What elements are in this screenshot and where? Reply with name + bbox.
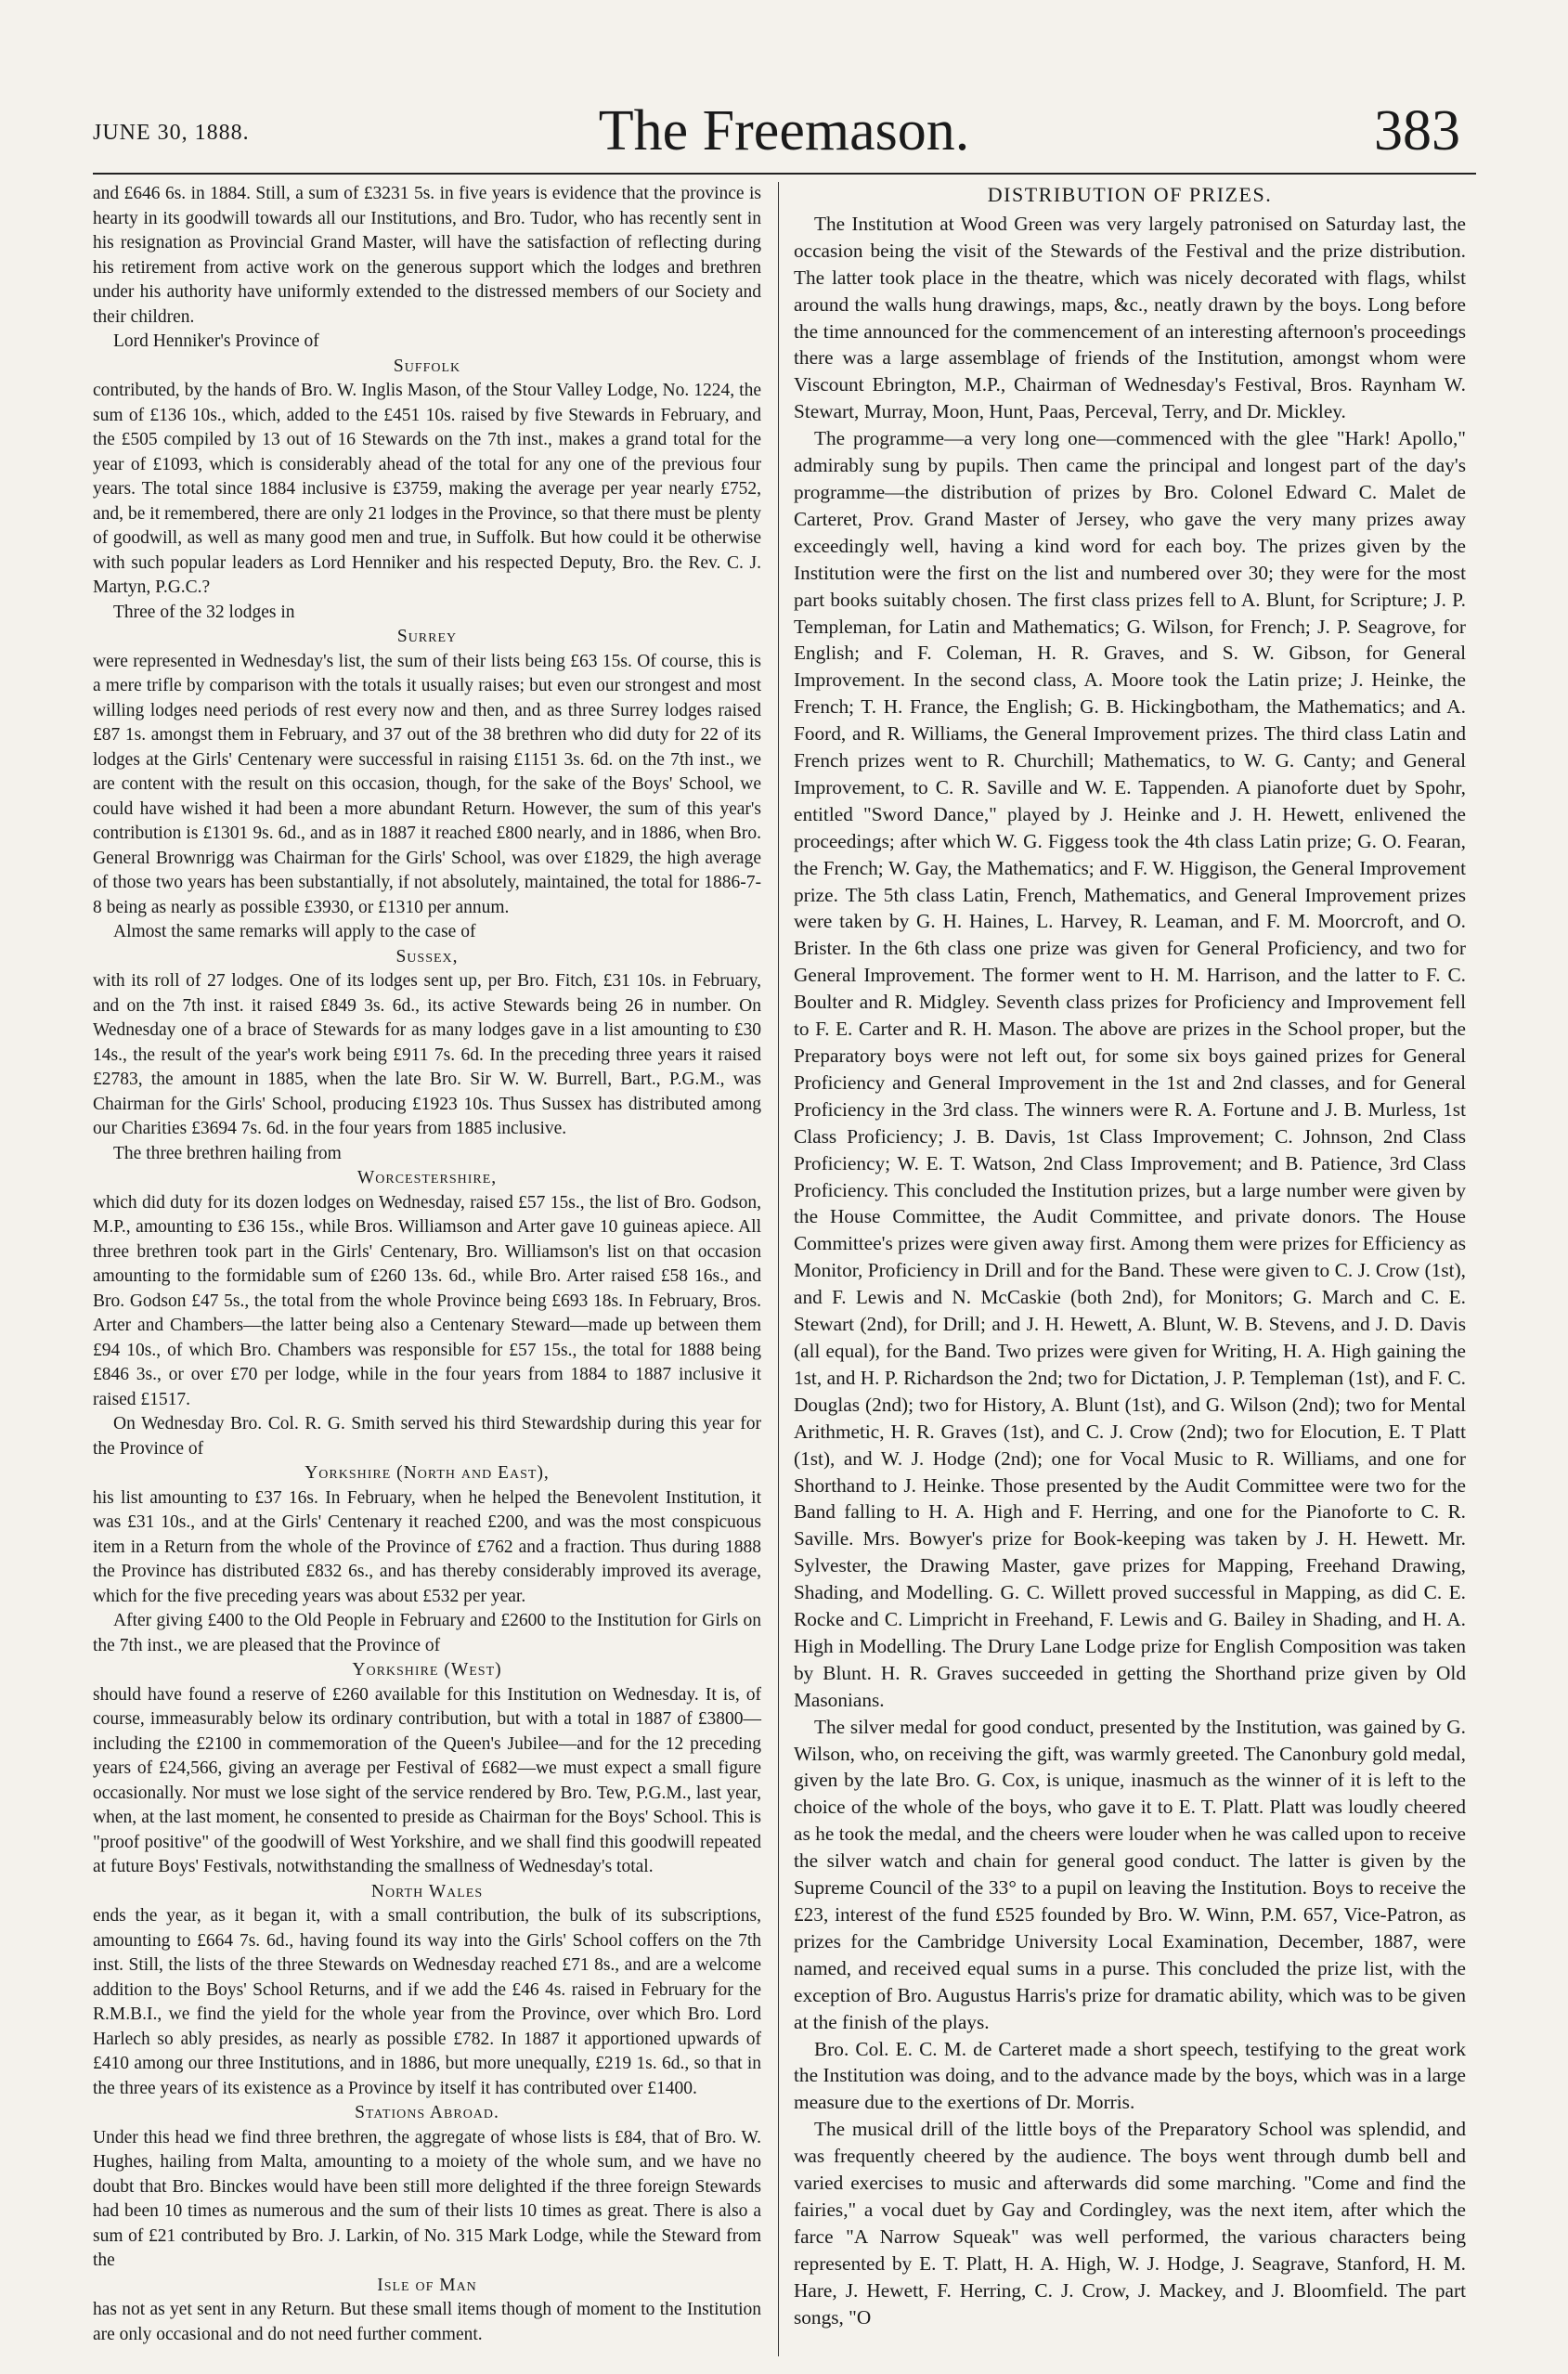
paragraph: On Wednesday Bro. Col. R. G. Smith served his third Stewardship during this year for the Province of (93, 1414, 761, 1459)
section-heading-worcestershire: Worcestershire, (356, 1168, 498, 1187)
paragraph: Bro. Col. E. C. M. de Carteret made a short speech, testifying to the great work the Institution was doing, and to the advance made by the boys, which was in a large measure due to the exertions of Dr. Morris. (794, 2037, 1466, 2114)
paragraph: should have found a reserve of £260 available for this Institution on Wednesday. It is, of course, immeasurably below its ordinary contribution, but with a total in 1887 of £3800—including the £2100 in commemoration of the Queen's Jubilee—and for the 12 preceding years of £24,566, giving an average per Festival of £682—we must expect a small figure occasionally. Nor must we lose sight of the service rendered by Bro. Tew, P.G.M., last year, when, at the last moment, he consented to preside as Chairman for the Boys' School. This is "proof positive" of the goodwill of West Yorkshire, and we shall find this goodwill repeated at future Boys' Festivals, notwithstanding the smallness of Wednesday's total. (93, 1684, 761, 1876)
masthead-title: The Freemason. (598, 99, 970, 162)
paragraph: were represented in Wednesday's list, the sum of their lists being £63 15s. Of course, this is a mere trifle by comparison with the totals it usually raises; but even our strongest and most willing lodges need periods of rest every now and then, and as three Surrey lodges raised £87 1s. amongst them in February, and 37 out of the 38 brethren who did duty for 22 of its lodges at the Girls' Centenary were successful in raising £1151 3s. 6d. on the 7th inst., we are content with the result on this occasion, though, for the sake of the Boys' School, we could have wished it had been a more abundant Return. However, the sum of this year's contribution is £1301 9s. 6d., and as in 1887 it reached £800 nearly, and in 1886, when Bro. General Brownrigg was Chairman for the Girls' School, was over £1829, the high average of those two years has been substantially, if not absolutely, maintained, the total for 1886-7-8 being as nearly as possible £3930, or £1310 per annum. (93, 651, 761, 917)
issue-date: JUNE 30, 1888. (93, 121, 250, 145)
paragraph: with its roll of 27 lodges. One of its lodges sent up, per Bro. Fitch, £31 10s. in February, and on the 7th inst. it raised £849 3s. 6d., its active Stewards being 26 in number. On Wednesday one of a brace of Stewards for as many lodges gave in a list amounting to £30 14s., the result of the year's work being £911 7s. 6d. In the preceding three years it raised £2783, the amount in 1885, when the late Bro. Sir W. W. Burrell, Bart., P.G.M., was Chairman for the Girls' School, producing £1923 10s. Thus Sussex has distributed among our Charities £3694 7s. 6d. in the four years from 1885 inclusive. (93, 971, 761, 1138)
paragraph: Under this head we find three brethren, the aggregate of whose lists is £84, that of Bro. W. Hughes, hailing from Malta, amounting to a moiety of the whole sum, and we have no doubt that Bro. Binckes would have been still more delighted if the three foreign Stewards had been 10 times as numerous and the sum of their lists 10 times as great. There is also a sum of £21 contributed by Bro. J. Larkin, of No. 315 Mark Lodge, while the Steward from the (93, 2127, 761, 2270)
paragraph: which did duty for its dozen lodges on Wednesday, raised £57 15s., the list of Bro. Godson, M.P., amounting to £36 15s., while Bros. Williamson and Arter gave 10 guineas apiece. All three brethren took part in the Girls' Centenary, Bro. Williamson's list on that occasion amounting to the formidable sum of £260 13s. 6d., while Bro. Arter raised £58 16s., and Bro. Godson £47 5s., the total from the whole Province being £693 18s. In February, Bros. Arter and Chambers—the latter being also a Centenary Steward—made up between them £94 10s., of which Bro. Chambers was responsible for £57 15s., the total for 1888 being £846 3s., or over £70 per lodge, while in the four years from 1884 to 1887 inclusive it raised £1517. (93, 1192, 761, 1409)
section-heading-stations-abroad: Stations Abroad. (355, 2103, 499, 2122)
column-divider (778, 182, 779, 2356)
section-heading-north-wales: North Wales (370, 1881, 484, 1901)
header-rule (93, 173, 1476, 175)
section-heading-sussex: Sussex, (395, 946, 459, 966)
paragraph: Three of the 32 lodges in (113, 602, 295, 622)
paragraph: The musical drill of the little boys of the Preparatory School was splendid, and was frequently cheered by the audience. The boys went through dumb bell and varied exercises to music and afterwards did some marching. "Come and find the fairies," a vocal duet by Gay and Cordingley, was the next item, after which the farce "A Narrow Squeak" was well performed, the various characters being represented by E. T. Platt, H. A. High, W. J. Hodge, J. Seagrave, Stanford, H. M. Hare, J. Hewett, F. Herring, C. J. Crow, J. Mackey, and J. Bloomfield. The part songs, "O (794, 2118, 1466, 2329)
section-heading-surrey: Surrey (396, 627, 458, 646)
page-number: 383 (1374, 99, 1460, 162)
paragraph: The Institution at Wood Green was very largely patronised on Saturday last, the occasion being the visit of the Stewards of the Festival and the prize distribution. The latter took place in the theatre, which was nicely decorated with flags, whilst around the walls hung drawings, maps, &c., neatly drawn by the boys. Long before the time announced for the commencement of an interesting afternoon's proceedings there was a large assemblage of friends of the Institution, amongst whom were Viscount Ebrington, M.P., Chairman of Wednesday's Festival, Bros. Raynham W. Stewart, Murray, Moon, Hunt, Paas, Perceval, Terry, and Dr. Mickley. (794, 212, 1466, 423)
paragraph: The three brethren hailing from (113, 1143, 342, 1163)
paragraph: contributed, by the hands of Bro. W. Inglis Mason, of the Stour Valley Lodge, No. 1224, the sum of £136 10s., which, added to the £451 10s. raised by five Stewards in February, and the £505 compiled by 13 out of 16 Stewards on the 7th inst., makes a grand total for the year of £1093, which is considerably ahead of the total for any one of the previous four years. The total since 1884 inclusive is £3759, making the average per year nearly £752, and, be it remembered, there are only 21 lodges in the Province, so that there must be plenty of goodwill, as well as many good men and true, in Suffolk. But how could it be otherwise with such popular leaders as Lord Henniker and his respected Deputy, Bro. the Rev. C. J. Martyn, P.G.C.? (93, 381, 761, 597)
paragraph: Almost the same remarks will apply to the case of (113, 922, 476, 941)
paragraph: The programme—a very long one—commenced with the glee "Hark! Apollo," admirably sung by pupils. Then came the principal and longest part of the day's programme—the distribution of prizes by Bro. Colonel Edward C. Malet de Carteret, Prov. Grand Master of Jersey, who gave the very many prizes away exceedingly well, having a kind word for each boy. The prizes given by the Institution were the first on the list and numbered over 30; they were for the most part books suitably chosen. The first class prizes fell to A. Blunt, for Scripture; J. P. Templeman, for Latin and Mathematics; G. Wilson, for French; J. P. Seagrove, for English; and F. Coleman, H. R. Graves, and S. W. Gibson, for General Improvement. In the second class, A. Moore took the Latin prize; J. Heinke, the French; T. H. France, the English; G. B. Hickingbotham, the Mathematics; and A. Foord, and R. Williams, the General Improvement prizes. The third class Latin and French prizes went to R. Churchill; Mathematics, to W. G. Canty; and General Improvement, to C. R. Saville and W. E. Tappenden. A pianoforte duet by Spohr, entitled "Sword Dance," played by J. Heinke and J. H. Hewett, enlivened the proceedings; after which W. G. Figgess took the 4th class Latin prize; G. O. Fearan, the French; W. Gay, the Mathematics; and F. W. Higgison, the General Improvement prize. The 5th class Latin, French, Mathematics, and General Improvement prizes were taken by G. H. Haines, L. Harvey, R. Leaman, and F. M. Moorcroft, and O. Brister. In the 6th class one prize was given for General Proficiency, and two for General Improvement. The former went to H. M. Harrison, and the latter to F. C. Boulter and R. Midgley. Seventh class prizes for Proficiency and Improvement fell to F. E. Carter and R. H. Mason. The above are prizes in the School proper, but the Preparatory boys were not left out, for some six boys gained prizes for General Proficiency and General Improvement in the 1st and 2nd classes, and for General Proficiency in the 3rd class. The winners were R. A. Fortune and J. B. Murless, 1st Class Proficiency; J. B. Davis, 1st Class Improvement; C. Johnson, 2nd Class Proficiency; W. E. T. Watson, 2nd Class Improvement; and B. Patience, 3rd Class Proficiency. This concluded the Institution prizes, but a large number were given by the House Committee, the Audit Committee, and private donors. The House Committee's prizes were given away first. Among them were prizes for Efficiency as Monitor, Proficiency in Drill and for the Band. These were given to C. J. Crow (1st), and F. Lewis and N. McCaskie (both 2nd), for Monitors; G. March and C. E. Stewart (2nd), for Drill; and J. H. Hewett, A. Blunt, W. B. Stevens, and J. D. Davis (all equal), for the Band. Two prizes were given for Writing, H. A. High gaining the 1st, and H. P. Richardson the 2nd; two for Dictation, J. P. Templeman (1st), and F. C. Douglas (2nd); two for History, A. Blunt (1st), and G. Wilson (2nd); two for Mental Arithmetic, H. R. Graves (1st), and C. J. Crow (2nd); two for Elocution, E. T Platt (1st), and W. J. Hodge (2nd); one for Vocal Music to R. Williams, and one for Shorthand to J. Heinke. Those presented by the Audit Committee were two for the Band falling to H. A. High and F. Herring, and one for the Pianoforte to C. R. Saville. Mrs. Bowyer's prize for Book-keeping was taken by J. H. Hewett. Mr. Sylvester, the Drawing Master, gave prizes for Mapping, Freehand Drawing, Shading, and Modelling. G. C. Willett proved successful in Mapping, as did C. E. Rocke and C. Limpricht in Freehand, F. Lewis and G. Bailey in Shading, and H. A. High in Modelling. The Drury Lane Lodge prize for English Composition was taken by Blunt. H. R. Graves succeeded in getting the Shorthand prize given by Old Masonians. (794, 427, 1466, 1711)
paragraph: ends the year, as it began it, with a small contribution, the bulk of its subscriptions, amounting to £664 7s. 6d., having found its way into the Girls' School coffers on the 7th inst. Still, the lists of the three Stewards on Wednesday reached £71 8s., and are a welcome addition to the Boys' School Returns, and if we add the £46 4s. raised in February for the R.M.B.I., we find the yield for the whole year from the Province, over which Bro. Lord Harlech so ably presides, as nearly as possible £782. In 1887 it apportioned upwards of £410 among our three Institutions, and in 1886, but more unequally, £219 1s. 6d., so that in the three years of its existence as a Province by itself it has contributed over £1400. (93, 1906, 761, 2098)
right-column (794, 182, 1466, 2331)
paragraph: Lord Henniker's Province of (113, 331, 319, 351)
paragraph: has not as yet sent in any Return. But these small items though of moment to the Institution are only occasional and do not need further comment. (93, 2300, 761, 2344)
article-title: DISTRIBUTION OF PRIZES. (987, 183, 1273, 206)
section-heading-suffolk: Suffolk (393, 356, 461, 376)
paragraph: The silver medal for good conduct, presented by the Institution, was gained by G. Wilson, who, on receiving the gift, was warmly greeted. The Canonbury gold medal, given by the late Bro. G. Cox, is unique, inasmuch as the winner of it is left to the choice of the whole of the boys, who gave it to E. T. Platt. Platt was loudly cheered as he took the medal, and the cheers were louder when he was called upon to receive the silver watch and chain for general good conduct. The latter is given by the Supreme Council of the 33° to a pupil on leaving the Institution. Boys to receive the £23, interest of the fund £525 founded by Bro. W. Winn, P.M. 657, Vice-Patron, as prizes for the Cambridge University Local Examination, December, 1887, were named, and received equal sums in a purse. This concluded the prize list, with the exception of Bro. Augustus Harris's prize for dramatic ability, which was to be given at the finish of the plays. (794, 1715, 1466, 2033)
left-column (93, 182, 761, 2347)
section-heading-isle-of-man: Isle of Man (377, 2275, 477, 2295)
section-heading-yorkshire-west: Yorkshire (West) (352, 1660, 502, 1680)
section-heading-yorkshire-north-east: Yorkshire (North and East), (305, 1463, 550, 1483)
paragraph: After giving £400 to the Old People in February and £2600 to the Institution for Girls on the 7th inst., we are pleased that the Province of (93, 1611, 761, 1655)
paragraph: his list amounting to £37 16s. In February, when he helped the Benevolent Institution, it was £31 10s., and at the Girls' Centenary it reached £200, and was the most conspicuous item in a Return from the whole of the Province of £762 and a fraction. Thus during 1888 the Province has distributed £832 6s., and has thereby considerably improved its average, which for the five preceding years was about £532 per year. (93, 1487, 761, 1606)
paragraph: and £646 6s. in 1884. Still, a sum of £3231 5s. in five years is evidence that the province is hearty in its goodwill towards all our Institutions, and Bro. Tudor, who has recently sent in his resignation as Provincial Grand Master, will have the satisfaction of reflecting during his retirement from active work on the generous support which the lodges and brethren under his authority have uniformly extended to the distressed members of our Society and their children. (93, 184, 761, 327)
